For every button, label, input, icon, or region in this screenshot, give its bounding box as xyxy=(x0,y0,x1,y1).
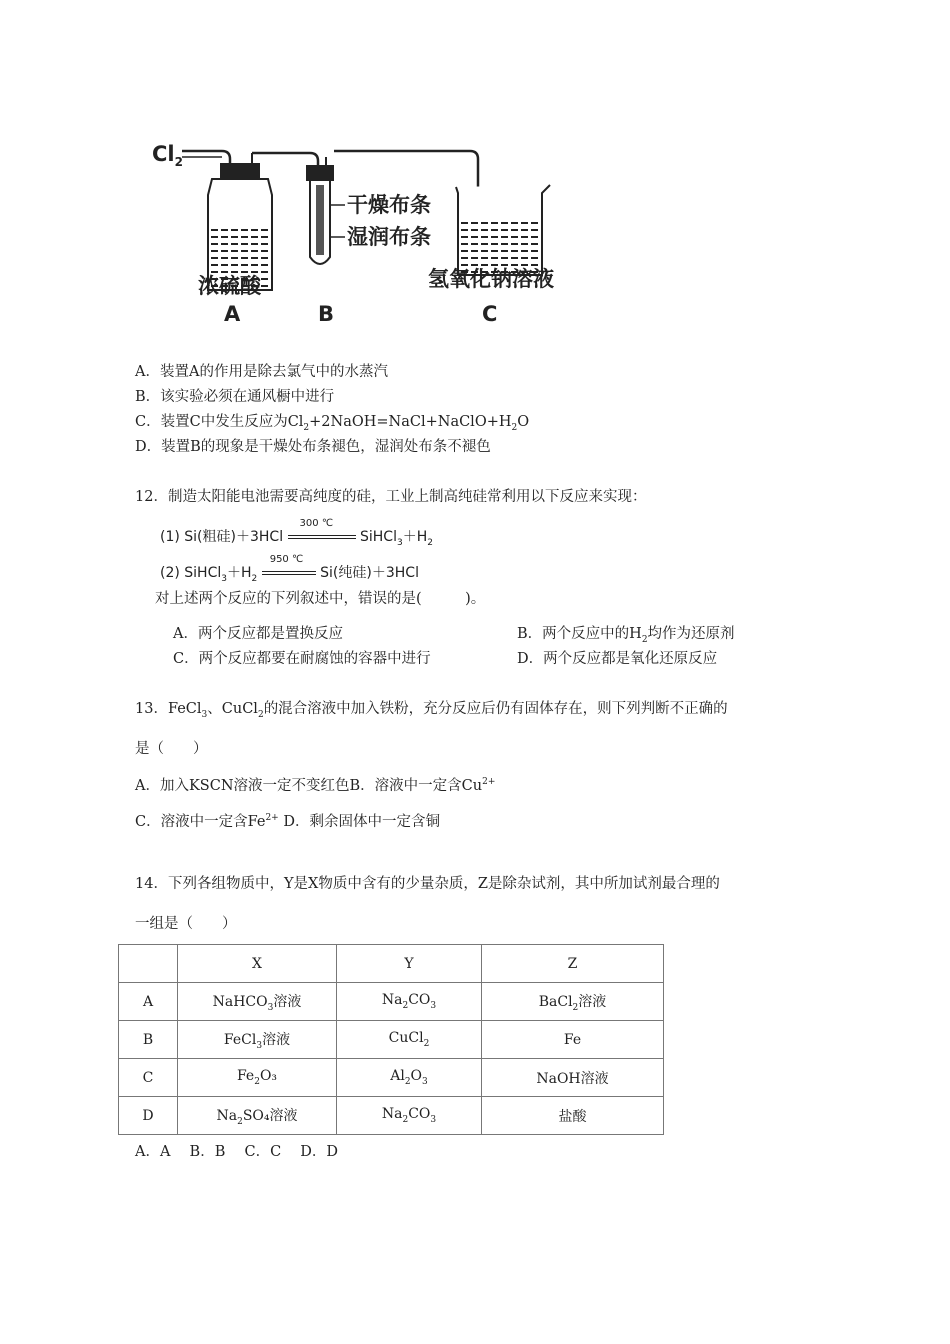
q13-options-cd: C．溶液中一定含$Fe^{2+}$ D．剩余固体中一定含铜 xyxy=(135,813,440,830)
q11-option-c: C．装置C中发生反应为$Cl_2+2NaOH=NaCl+NaClO+H_2O$ xyxy=(135,414,530,433)
q12-reaction-2: (2) $SiHCl_3+H_2$ 950 ℃ Si(纯硅)＋3HCl xyxy=(160,554,419,584)
q12-stem: 12．制造太阳能电池需要高纯度的硅，工业上制高纯硅常利用以下反应来实现： xyxy=(135,489,647,505)
svg-text:湿润布条: 湿润布条 xyxy=(347,225,431,249)
q12-reaction-1: (1) Si(粗硅)＋3HCl 300 ℃ $SiHCl_3+H_2$ xyxy=(160,518,433,548)
q14-stem-cont: 一组是（ ） xyxy=(135,916,237,932)
table-row: C $Fe_2O_3$ $Al_2O_3$ NaOH溶液 xyxy=(119,1059,664,1097)
q12-option-d: D．两个反应都是氧化还原反应 xyxy=(517,651,718,667)
table-row: D $Na_2SO_4$溶液 $Na_2CO_3$ 盐酸 xyxy=(119,1097,664,1135)
header-x: X xyxy=(178,945,337,983)
q14-table xyxy=(118,944,664,1135)
svg-text:C: C xyxy=(482,302,498,326)
table-row: B FeCl$_3$溶液 CuCl$_2$ Fe xyxy=(119,1021,664,1059)
q14-options: A．A B．B C．C D．D xyxy=(135,1144,339,1160)
header-z: Z xyxy=(482,945,664,983)
table-row: A NaHCO$_3$溶液 $Na_2CO_3$ BaCl$_2$溶液 xyxy=(119,983,664,1021)
q11-option-d: D．装置B的现象是干燥处布条褪色，湿润处布条不褪色 xyxy=(135,439,491,455)
svg-text:A: A xyxy=(224,302,241,326)
svg-text:干燥布条: 干燥布条 xyxy=(347,193,431,217)
q13-stem: 13．FeCl$_3$、CuCl$_2$的混合溶液中加入铁粉，充分反应后仍有固体存在，则下列判断不正确的 xyxy=(135,701,728,720)
reaction-1-condition: 300 ℃ xyxy=(299,518,334,529)
apparatus-figure xyxy=(140,135,590,330)
reaction-2-condition: 950 ℃ xyxy=(269,554,304,565)
q14-stem: 14．下列各组物质中，Y是X物质中含有的少量杂质，Z是除杂试剂，其中所加试剂最合理的 xyxy=(135,876,720,892)
q12-option-b: B．两个反应中的$H_2$均作为还原剂 xyxy=(517,626,735,645)
q13-options-ab: A．加入KSCN溶液一定不变红色B．溶液中一定含$Cu^{2+}$ xyxy=(135,777,496,794)
table-header-row xyxy=(119,945,664,983)
tube-b-stopper xyxy=(306,165,334,181)
q13-stem-cont: 是（ ） xyxy=(135,741,208,757)
svg-text:B: B xyxy=(318,302,335,326)
q12-option-a: A．两个反应都是置换反应 xyxy=(173,626,343,642)
bottle-a-cap xyxy=(220,163,260,179)
svg-text:浓硫酸: 浓硫酸 xyxy=(198,274,261,298)
q12-option-c: C．两个反应都要在耐腐蚀的容器中进行 xyxy=(173,651,431,667)
svg-text:氢氧化钠溶液: 氢氧化钠溶液 xyxy=(428,267,554,291)
header-y: Y xyxy=(337,945,482,983)
q11-option-a: A．装置A的作用是除去氯气中的水蒸汽 xyxy=(135,364,388,380)
q11-option-b: B．该实验必须在通风橱中进行 xyxy=(135,389,335,405)
q12-ask: 对上述两个反应的下列叙述中，错误的是( )。 xyxy=(155,591,486,607)
svg-text:Cl2: $Cl_2$ xyxy=(152,142,183,169)
